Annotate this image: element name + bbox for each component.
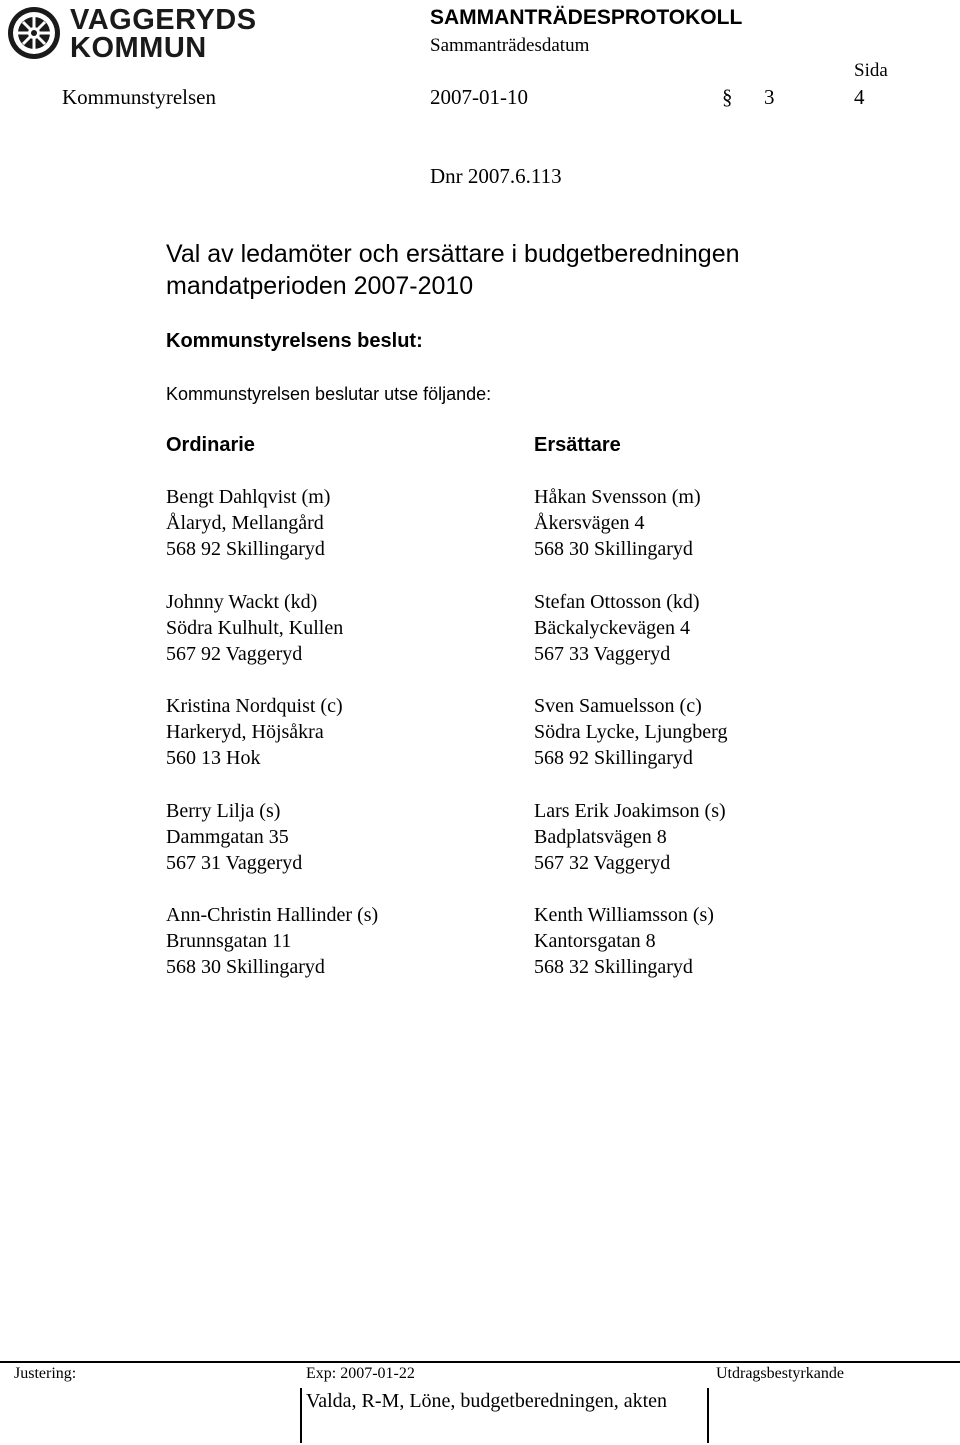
municipality-emblem-icon [6,4,62,62]
member-name: Bengt Dahlqvist (m) [166,486,331,508]
ordinarie-entry [166,484,526,562]
member-postal: 568 30 Skillingaryd [166,956,325,978]
member-name: Håkan Svensson (m) [534,486,701,508]
member-name: Kenth Williamsson (s) [534,904,714,926]
footer-divider [0,1361,960,1363]
footer-justering-label: Justering: [14,1365,77,1382]
member-address: Bäckalyckevägen 4 [534,617,691,639]
footer-divider-right [707,1388,709,1443]
ordinarie-entry [166,589,526,667]
member-postal: 567 92 Vaggeryd [166,643,303,665]
ersattare-entry [534,589,894,667]
member-address: Badplatsvägen 8 [534,826,667,848]
section-symbol: § [722,85,733,109]
ordinarie-entry [166,902,526,980]
ersattare-entry [534,798,894,876]
ersattare-entry [534,484,894,562]
ersattare-heading: Ersättare [534,434,621,456]
member-postal: 568 32 Skillingaryd [534,956,693,978]
member-postal: 567 31 Vaggeryd [166,852,303,874]
member-name: Johnny Wackt (kd) [166,591,318,613]
footer-recipients: Valda, R-M, Löne, budgetberedningen, akten [306,1390,668,1412]
ersattare-entry [534,902,894,980]
member-name: Ann-Christin Hallinder (s) [166,904,379,926]
member-address: Åkersvägen 4 [534,512,645,534]
ordinarie-entry [166,693,526,771]
footer-divider-left [300,1388,302,1443]
protocol-title: SAMMANTRÄDESPROTOKOLL [430,6,743,29]
municipality-logo [6,4,257,64]
member-name: Berry Lilja (s) [166,800,281,822]
member-postal: 567 32 Vaggeryd [534,852,671,874]
page-label: Sida [854,60,888,81]
member-postal: 560 13 Hok [166,747,261,769]
ordinarie-entry [166,798,526,876]
meeting-date: 2007-01-10 [430,85,528,109]
committee-name: Kommunstyrelsen [62,85,216,109]
document-title-line1: Val av ledamöter och ersättare i budgetberedningen [166,240,740,268]
logo-text-line2: KOMMUN [70,32,207,64]
page-number: 4 [854,85,865,109]
member-address: Harkeryd, Höjsåkra [166,721,324,743]
member-postal: 568 92 Skillingaryd [534,747,693,769]
member-name: Sven Samuelsson (c) [534,695,702,717]
member-address: Södra Kulhult, Kullen [166,617,344,639]
member-name: Stefan Ottosson (kd) [534,591,700,613]
member-name: Kristina Nordquist (c) [166,695,343,717]
ersattare-entry [534,693,894,771]
logo-text-line1: VAGGERYDS [70,4,257,36]
member-address: Brunnsgatan 11 [166,930,292,952]
member-postal: 568 92 Skillingaryd [166,538,325,560]
footer-expedition-date: Exp: 2007-01-22 [306,1365,415,1382]
meeting-date-label: Sammanträdesdatum [430,35,590,56]
section-number: 3 [764,85,775,109]
decision-text: Kommunstyrelsen beslutar utse följande: [166,384,492,404]
footer-utdrag-label: Utdragsbestyrkande [716,1365,844,1382]
diary-number: Dnr 2007.6.113 [430,164,562,188]
member-postal: 568 30 Skillingaryd [534,538,693,560]
decision-heading: Kommunstyrelsens beslut: [166,330,423,352]
member-address: Södra Lycke, Ljungberg [534,721,728,743]
member-address: Kantorsgatan 8 [534,930,656,952]
member-address: Ålaryd, Mellangård [166,512,324,534]
document-title-line2: mandatperioden 2007-2010 [166,272,474,300]
member-postal: 567 33 Vaggeryd [534,643,671,665]
member-address: Dammgatan 35 [166,826,289,848]
member-name: Lars Erik Joakimson (s) [534,800,726,822]
ordinarie-heading: Ordinarie [166,434,255,456]
